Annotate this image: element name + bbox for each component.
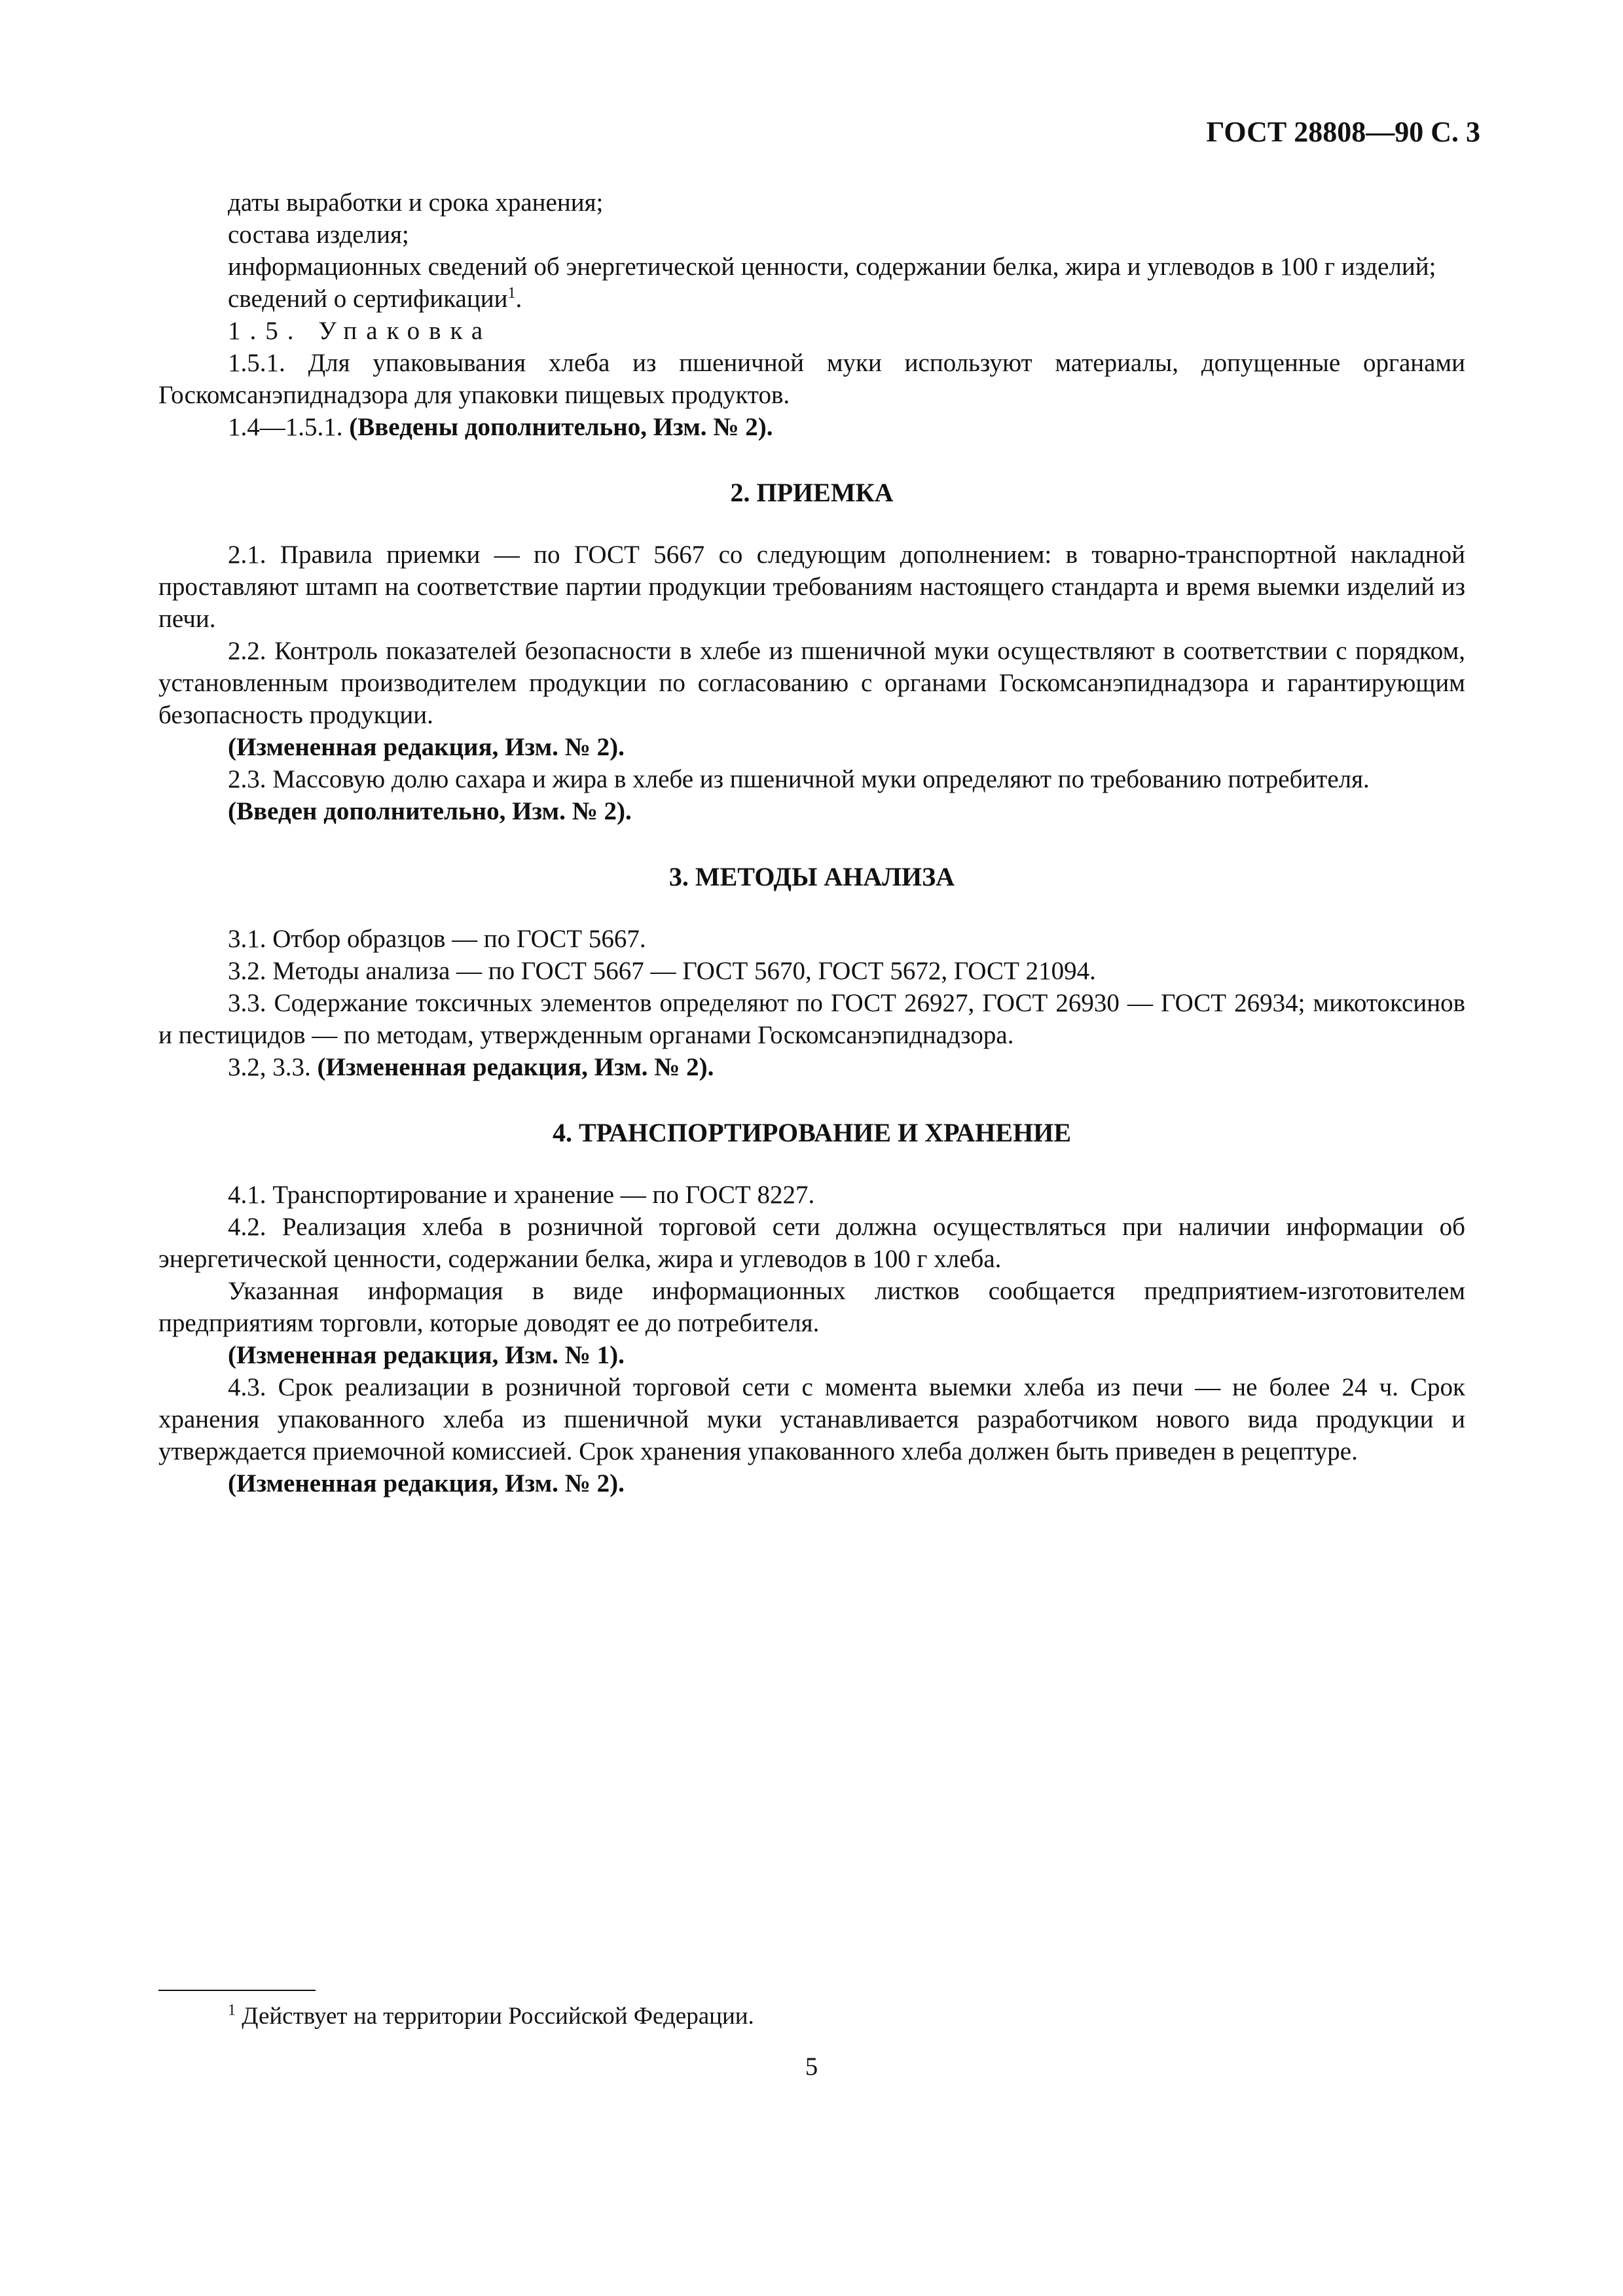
paragraph-4-1: 4.1. Транспортирование и хранение — по ГОСТ 8227.	[228, 1181, 815, 1209]
paragraph-2-1: 2.1. Правила приемки — по ГОСТ 5667 со следующим дополнением: в товарно-транспортной накладной проставляют штамп на соответствие партии продукции требованиям настоящего стандарта и время выемки изделий из печи.	[158, 541, 1465, 633]
paragraph-2-3: 2.3. Массовую долю сахара и жира в хлебе из пшеничной муки определяют по требованию потребителя.	[228, 765, 1370, 793]
paragraph-3-2: 3.2. Методы анализа — по ГОСТ 5667 — ГОСТ 5670, ГОСТ 5672, ГОСТ 21094.	[228, 957, 1096, 985]
certification-text: сведений о сертификации	[228, 285, 508, 313]
amendment-note-text: (Введены дополнительно, Изм. № 2).	[349, 413, 773, 441]
amendment-clause-numbers: 1.4—1.5.1.	[228, 413, 343, 441]
footnote-text: Действует на территории Российской Федерации.	[242, 2003, 754, 2030]
list-item-energy-info: информационных сведений об энергетической ценности, содержании белка, жира и углеводов в 100 г изделий;	[228, 253, 1436, 281]
paragraph-4-3: 4.3. Срок реализации в розничной торговой сети с момента выемки хлеба из печи — не более 24 ч. Срок хранения упакованного хлеба из пшеничной муки устанавливается разработчиком нового вида продукции и утверждается приемочной комиссией. Срок хранения упакованного хлеба должен быть приведен в рецептуре.	[158, 1373, 1465, 1465]
paragraph-3-1: 3.1. Отбор образцов — по ГОСТ 5667.	[228, 925, 646, 953]
paragraph-1-5-1: 1.5.1. Для упаковывания хлеба из пшеничной муки используют материалы, допущенные органами Госкомсанэпиднадзора для упаковки пищевых продуктов.	[158, 349, 1465, 409]
amendment-note-4-3: (Измененная редакция, Изм. № 2).	[228, 1469, 625, 1498]
running-header: ГОСТ 28808—90 С. 3	[1206, 116, 1480, 148]
certification-end: .	[515, 285, 522, 313]
amendment-note-2-3: (Введен дополнительно, Изм. № 2).	[228, 797, 632, 825]
amendment-note-4-2: (Измененная редакция, Изм. № 1).	[228, 1341, 625, 1369]
section-4-heading: 4. ТРАНСПОРТИРОВАНИЕ И ХРАНЕНИЕ	[553, 1118, 1071, 1147]
page-number: 5	[805, 2053, 818, 2081]
section-3-heading: 3. МЕТОДЫ АНАЛИЗА	[668, 862, 955, 891]
list-item-certification	[228, 283, 1465, 315]
list-item-production-date: даты выработки и срока хранения;	[228, 188, 604, 217]
paragraph-2-2: 2.2. Контроль показателей безопасности в хлебе из пшеничной муки осуществляют в соответствии с порядком, установленным производителем продукции по согласованию с органами Госкомсанэпиднадзора и гарантирующим безопасность продукции.	[158, 637, 1465, 729]
amendment-note-1-4	[228, 411, 1465, 443]
footnote-separator	[158, 1990, 316, 1991]
paragraph-3-3: 3.3. Содержание токсичных элементов определяют по ГОСТ 26927, ГОСТ 26930 — ГОСТ 26934; микотоксинов и пестицидов — по методам, утвержденным органами Госкомсанэпиднадзора.	[158, 989, 1465, 1049]
footnote-reference: 1	[507, 285, 516, 302]
footnote	[228, 2001, 754, 2032]
paragraph-4-2-continued: Указанная информация в виде информационных листков сообщается предприятием-изготовителем предприятиям торговли, которые доводят ее до потребителя.	[158, 1277, 1465, 1337]
section-2-heading: 2. ПРИЕМКА	[730, 478, 894, 507]
subsection-packaging-heading: 1.5. Упаковка	[228, 317, 492, 345]
amendment-clause-numbers: 3.2, 3.3.	[228, 1053, 311, 1081]
amendment-note-2-2: (Измененная редакция, Изм. № 2).	[228, 733, 625, 761]
paragraph-4-2: 4.2. Реализация хлеба в розничной торговой сети должна осуществляться при наличии информации об энергетической ценности, содержании белка, жира и углеводов в 100 г хлеба.	[158, 1213, 1465, 1273]
amendment-note-text: (Измененная редакция, Изм. № 2).	[317, 1053, 714, 1081]
footnote-mark: 1	[228, 2001, 236, 2019]
list-item-composition: состава изделия;	[228, 221, 409, 249]
document-body	[158, 187, 1465, 1499]
amendment-note-3-2-3-3	[228, 1051, 1465, 1083]
